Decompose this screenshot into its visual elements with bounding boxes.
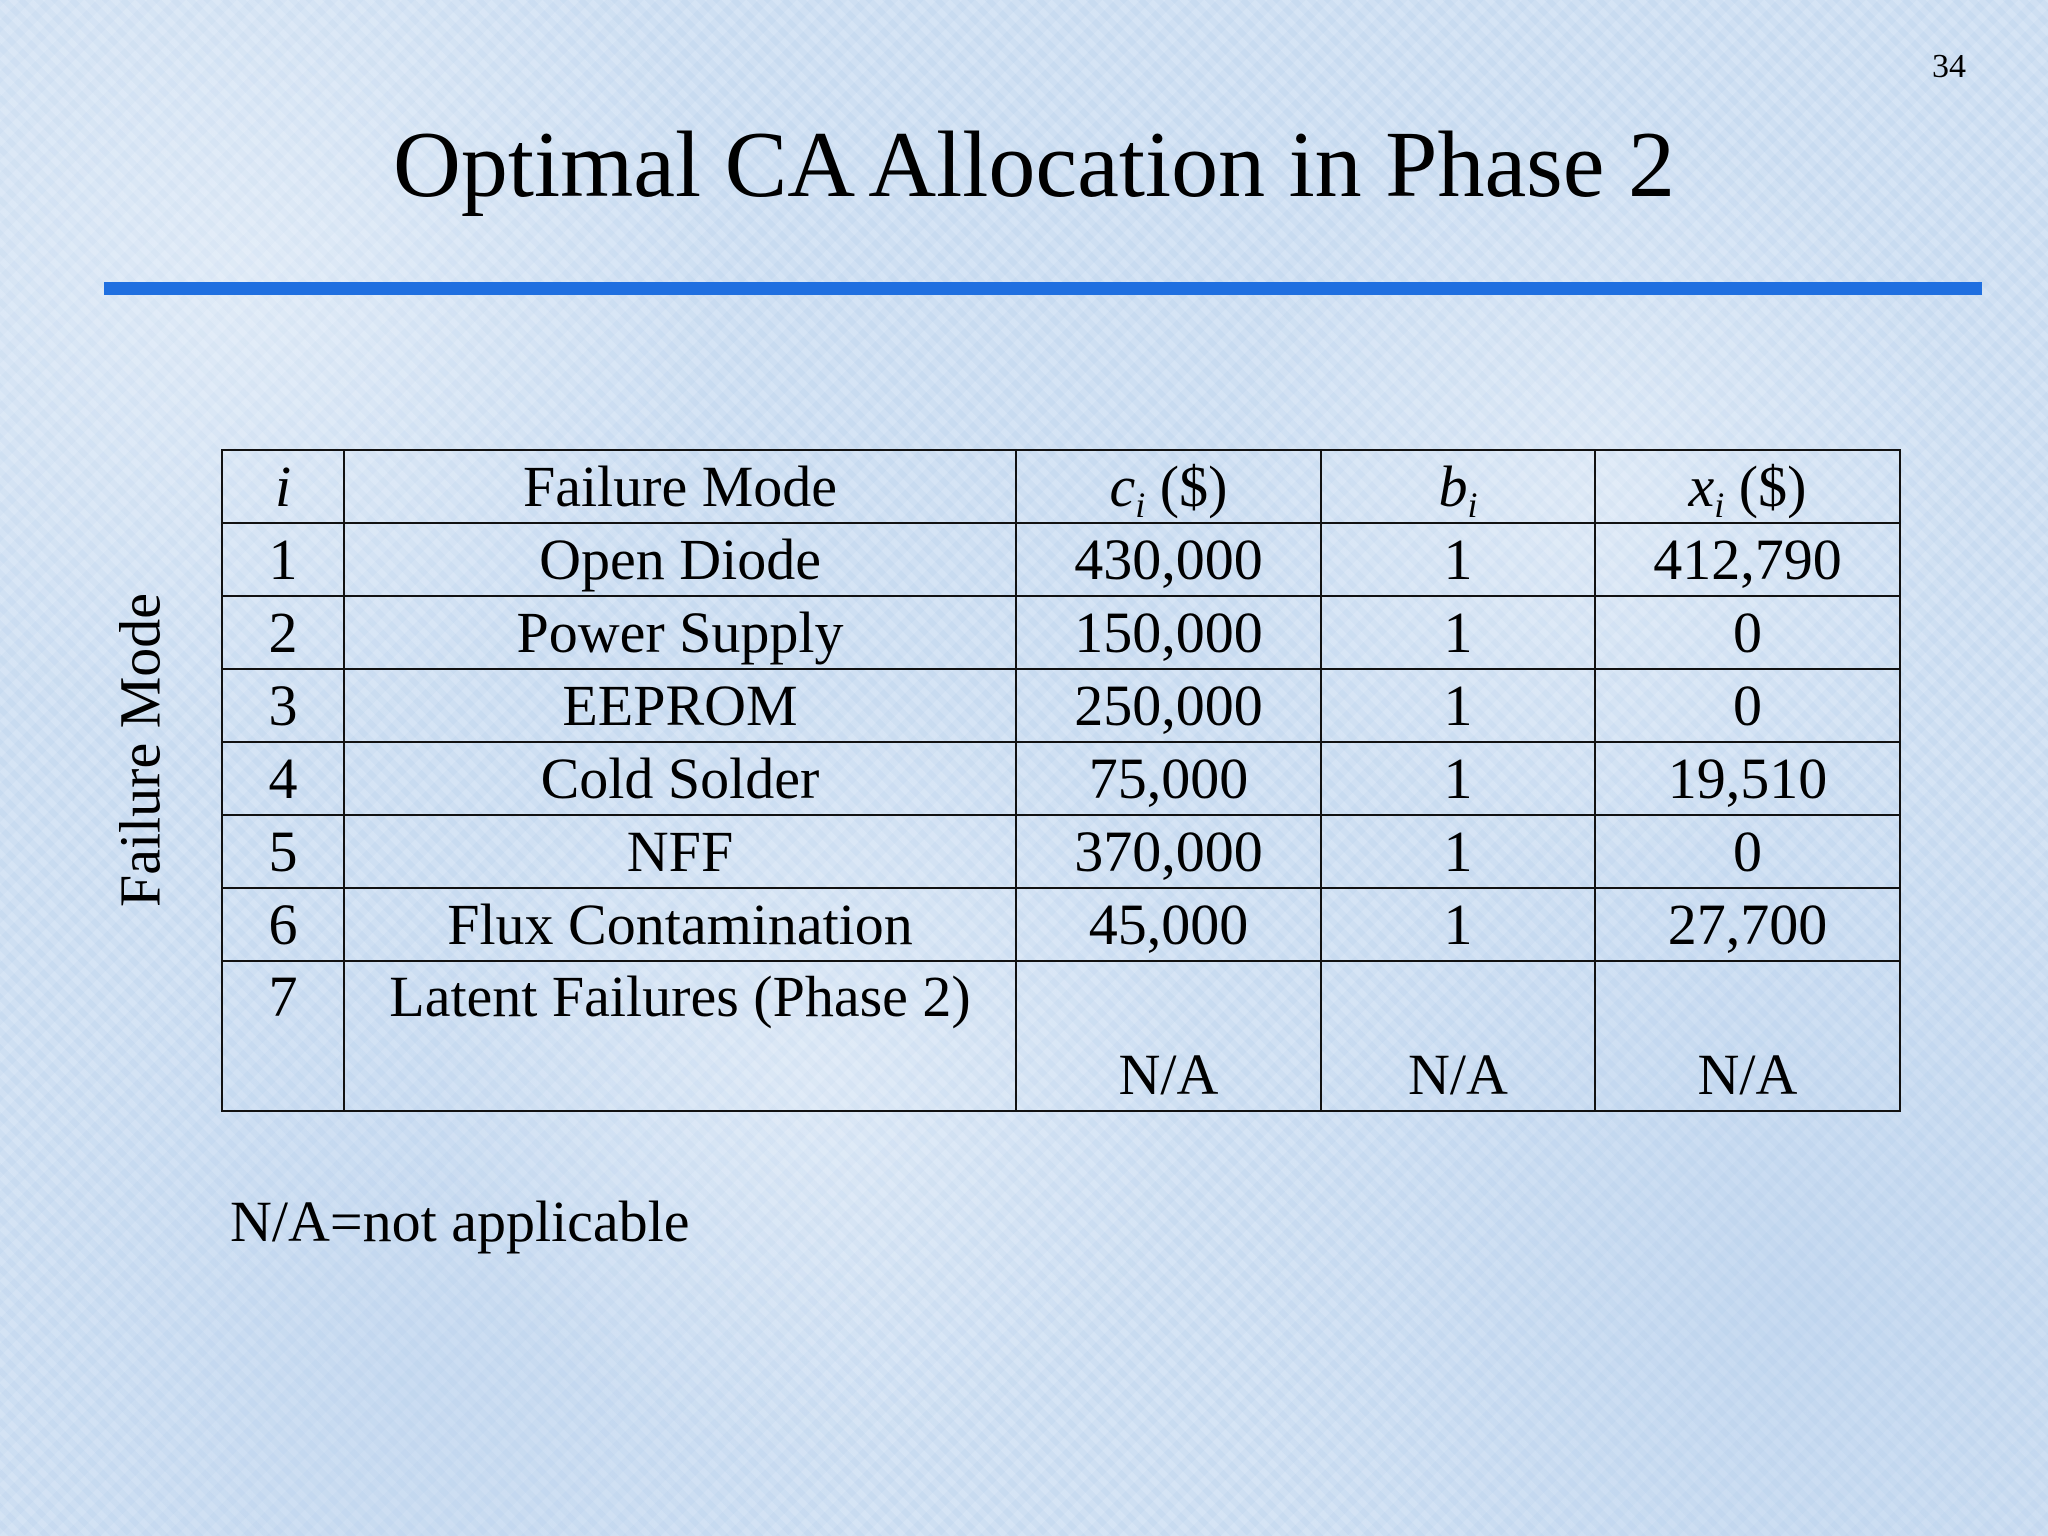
cell-failure-mode: Cold Solder bbox=[344, 742, 1016, 815]
header-allocation-subscript: i bbox=[1714, 485, 1725, 525]
header-allocation bbox=[1595, 450, 1900, 523]
cell-b: 1 bbox=[1321, 815, 1595, 888]
header-cost bbox=[1016, 450, 1321, 523]
cell-i: 4 bbox=[222, 742, 344, 815]
cell-b: 1 bbox=[1321, 742, 1595, 815]
table-header-row bbox=[222, 450, 1900, 523]
table-row bbox=[222, 669, 1900, 742]
header-b-subscript: i bbox=[1467, 485, 1478, 525]
cell-cost: 150,000 bbox=[1016, 596, 1321, 669]
cell-b: 1 bbox=[1321, 523, 1595, 596]
header-allocation-symbol: x bbox=[1688, 453, 1715, 519]
cell-b: 1 bbox=[1321, 888, 1595, 961]
table-row bbox=[222, 888, 1900, 961]
cell-cost: 250,000 bbox=[1016, 669, 1321, 742]
cell-i: 1 bbox=[222, 523, 344, 596]
header-cost-unit: ($) bbox=[1145, 453, 1228, 519]
cell-cost: 370,000 bbox=[1016, 815, 1321, 888]
header-cost-symbol: c bbox=[1109, 453, 1136, 519]
header-failure-mode: Failure Mode bbox=[344, 450, 1016, 523]
cell-cost: 430,000 bbox=[1016, 523, 1321, 596]
cell-failure-mode: Open Diode bbox=[344, 523, 1016, 596]
cell-cost: 45,000 bbox=[1016, 888, 1321, 961]
header-b-symbol: b bbox=[1438, 453, 1468, 519]
cell-i: 5 bbox=[222, 815, 344, 888]
cell-allocation: 412,790 bbox=[1595, 523, 1900, 596]
cell-allocation: 0 bbox=[1595, 596, 1900, 669]
header-cost-subscript: i bbox=[1135, 485, 1146, 525]
slide-number: 34 bbox=[1932, 48, 1966, 85]
side-axis-label: Failure Mode bbox=[107, 592, 173, 908]
cell-failure-mode: NFF bbox=[344, 815, 1016, 888]
cell-i: 7 bbox=[222, 961, 344, 1111]
header-b bbox=[1321, 450, 1595, 523]
table-row bbox=[222, 961, 1900, 1111]
cell-failure-mode: Power Supply bbox=[344, 596, 1016, 669]
cell-allocation: N/A bbox=[1595, 961, 1900, 1111]
cell-failure-mode: Flux Contamination bbox=[344, 888, 1016, 961]
cell-allocation: 27,700 bbox=[1595, 888, 1900, 961]
header-i: i bbox=[222, 450, 344, 523]
cell-allocation: 19,510 bbox=[1595, 742, 1900, 815]
cell-cost: N/A bbox=[1016, 961, 1321, 1111]
cell-allocation: 0 bbox=[1595, 815, 1900, 888]
footnote: N/A=not applicable bbox=[230, 1189, 690, 1254]
table-row bbox=[222, 742, 1900, 815]
slide-title: Optimal CA Allocation in Phase 2 bbox=[393, 113, 1675, 217]
header-allocation-unit: ($) bbox=[1724, 453, 1807, 519]
table-row bbox=[222, 815, 1900, 888]
cell-i: 6 bbox=[222, 888, 344, 961]
cell-b: N/A bbox=[1321, 961, 1595, 1111]
title-divider bbox=[104, 282, 1982, 295]
table-row bbox=[222, 523, 1900, 596]
cell-b: 1 bbox=[1321, 596, 1595, 669]
cell-b: 1 bbox=[1321, 669, 1595, 742]
table-row bbox=[222, 596, 1900, 669]
cell-allocation: 0 bbox=[1595, 669, 1900, 742]
allocation-table bbox=[221, 449, 1901, 1112]
cell-cost: 75,000 bbox=[1016, 742, 1321, 815]
cell-i: 3 bbox=[222, 669, 344, 742]
cell-failure-mode: Latent Failures (Phase 2) bbox=[344, 961, 1016, 1111]
cell-i: 2 bbox=[222, 596, 344, 669]
cell-failure-mode: EEPROM bbox=[344, 669, 1016, 742]
